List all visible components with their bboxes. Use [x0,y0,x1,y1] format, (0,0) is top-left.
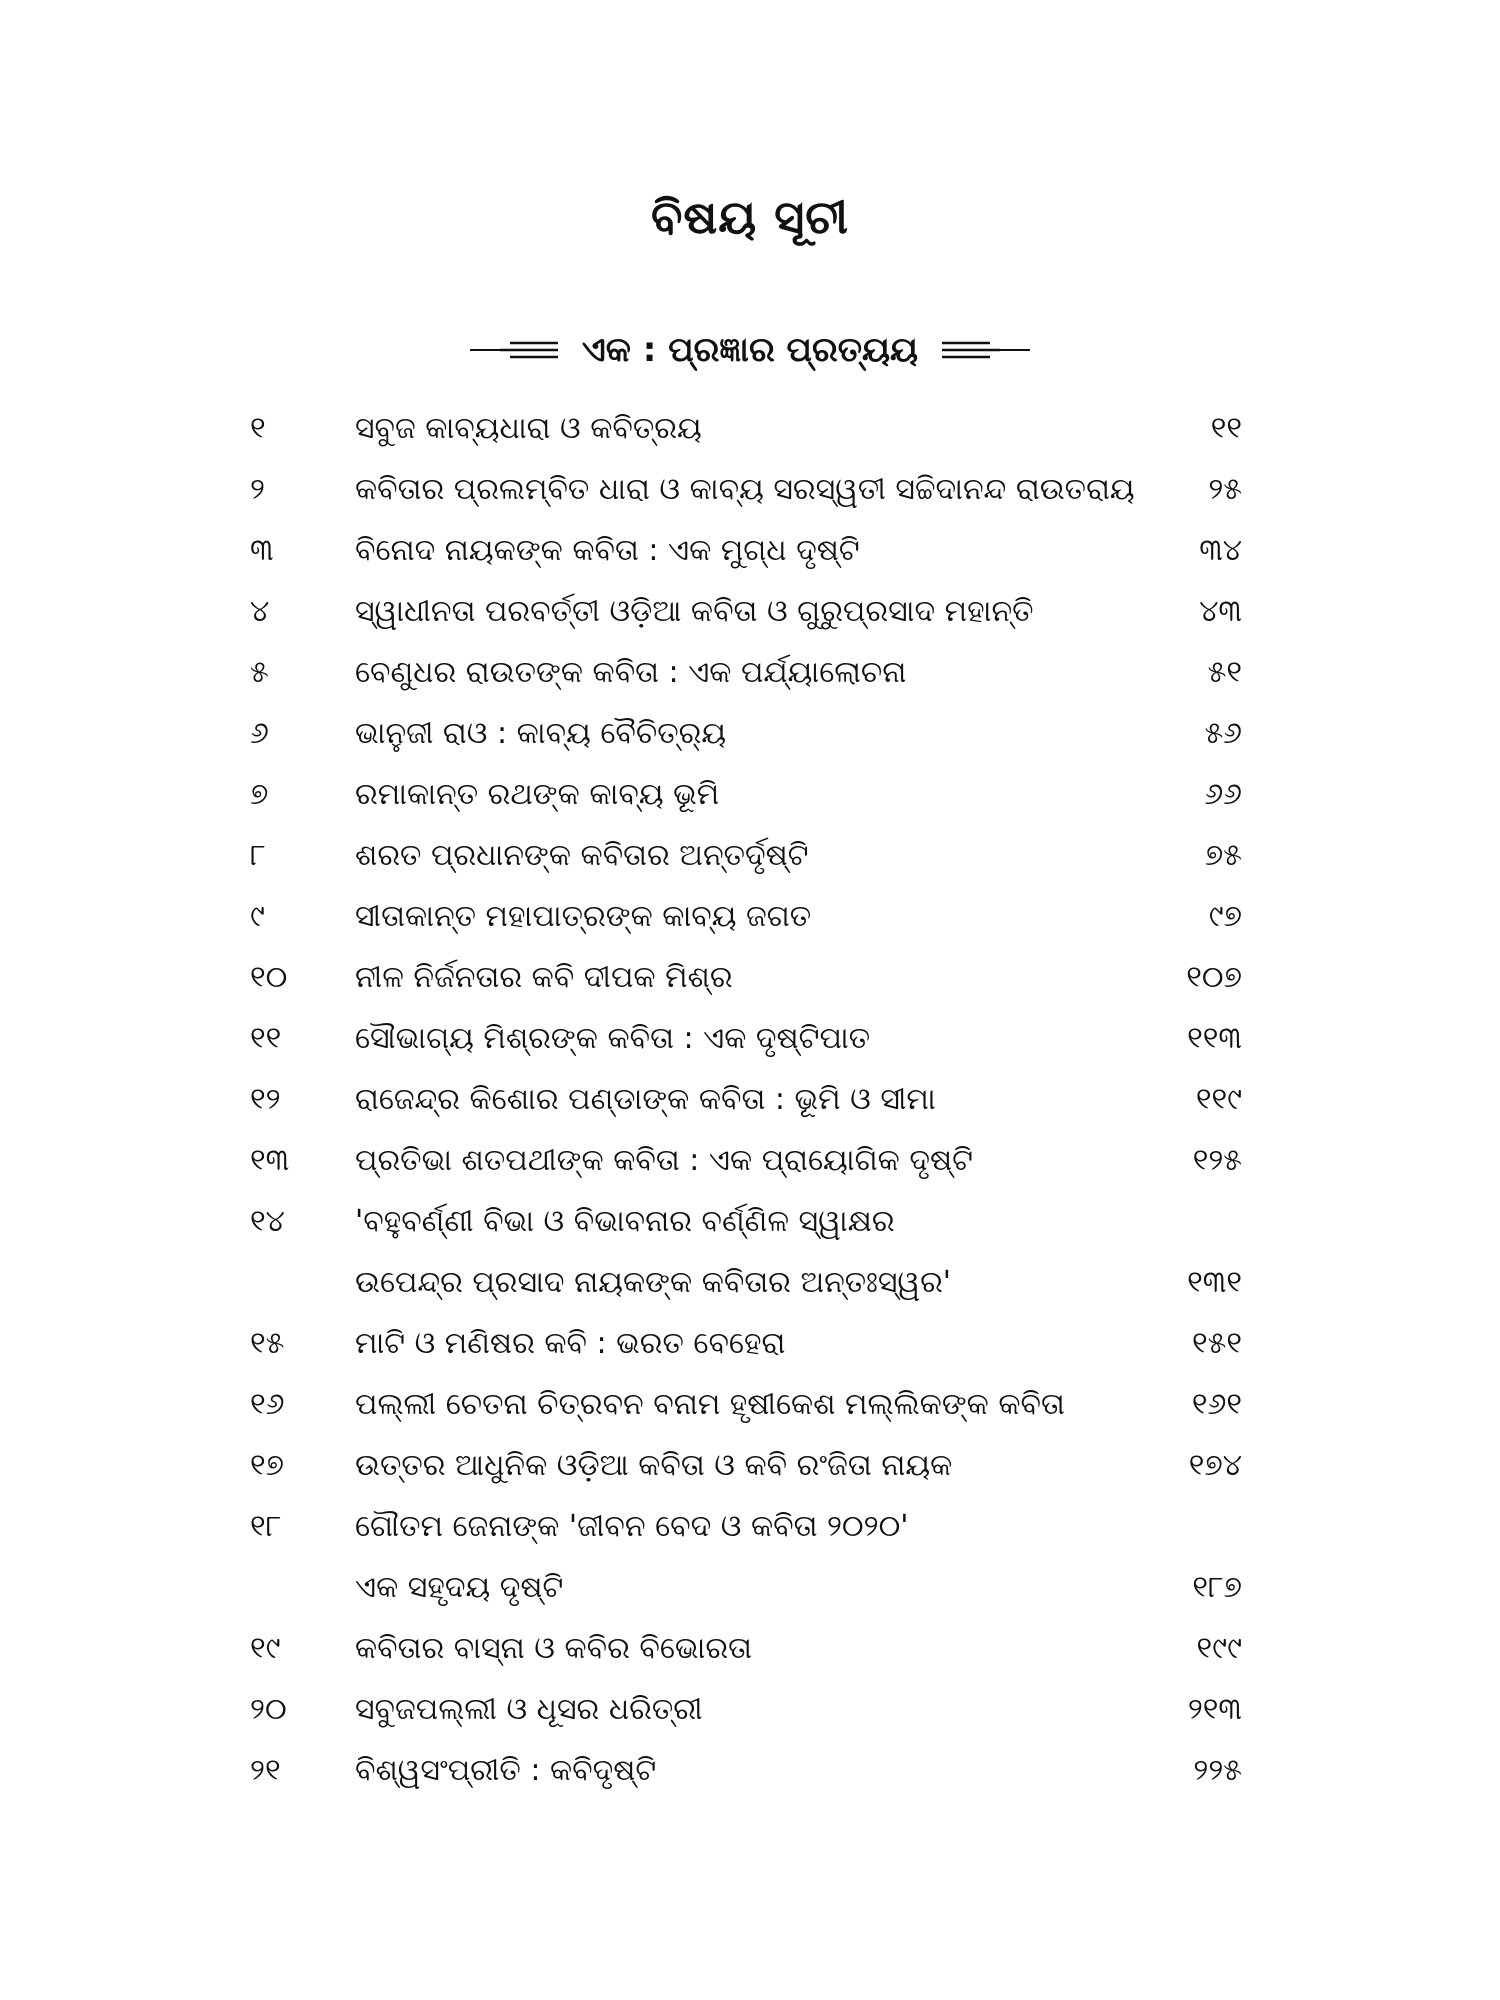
toc-entry [0,1069,1500,1130]
entry-page-number: ୩୪ [1199,533,1242,568]
toc-entry [0,1130,1500,1191]
entry-number: ୨୦ [250,1692,287,1727]
entry-number: ୮ [250,838,266,873]
entry-page-number: ୧୭୪ [1188,1448,1242,1483]
entry-page-number: ୧୯୯ [1196,1631,1242,1666]
entry-page-number: ୧୦୭ [1186,960,1242,995]
entry-number: ୧୯ [250,1631,281,1666]
entry-number: ୧୧ [250,1021,282,1056]
entry-number: ୧୭ [250,1448,284,1483]
entry-number: ୨୧ [250,1753,281,1788]
entry-title: ଉତ୍ତର ଆଧୁନିକ ଓଡ଼ିଆ କବିତା ଓ କବି ରଂଜିତା ନାୟକ [355,1448,953,1483]
entry-title: ବିନୋଦ ନାୟକଙ୍କ କବିତା : ଏକ ମୁଗ୍ଧ ଦୃଷ୍ଟି [355,533,860,568]
entry-page-number: ୧୬୧ [1191,1387,1242,1422]
toc-entry [0,1740,1500,1801]
entry-page-number: ୨୧୩ [1187,1692,1242,1727]
entry-number: ୪ [250,594,270,629]
entry-title: ଭାନୁଜୀ ରାଓ : କାବ୍ୟ ବୈଚିତ୍ର୍ୟ [355,716,727,751]
entry-title: ଗୌତମ ଜେନାଙ୍କ 'ଜୀବନ ବେଦ ଓ କବିତା ୨୦୨୦' [355,1509,909,1544]
entry-page-number: ୬୬ [1204,777,1242,812]
entry-number: ୯ [250,899,265,934]
entry-page-number: ୭୫ [1204,838,1242,873]
entry-title: ସବୁଜପଲ୍ଲୀ ଓ ଧୂସର ଧରିତ୍ରୀ [355,1692,703,1727]
toc-entry [0,642,1500,703]
entry-number: ୬ [250,716,269,751]
toc-entry [0,1496,1500,1557]
toc-entry [0,1618,1500,1679]
entry-title: ଉପେନ୍ଦ୍ର ପ୍ରସାଦ ନାୟକଙ୍କ କବିତାର ଅନ୍ତଃସ୍ୱର' [355,1265,952,1300]
toc-entry [0,1191,1500,1252]
entry-number: ୫ [250,655,269,690]
toc-entry [0,703,1500,764]
entry-title: 'ବହୁବର୍ଣ୍ଣୀ ବିଭା ଓ ବିଭାବନାର ବର୍ଣ୍ଣିଳ ସ୍ୱାକ୍ଷର [355,1204,895,1239]
toc-entry [0,1557,1500,1618]
toc-entry [0,1435,1500,1496]
entry-number: ୨ [250,472,265,507]
toc-entry [0,825,1500,886]
entry-page-number: ୧୨୫ [1192,1143,1242,1178]
entry-title: କବିତାର ବାସ୍ନା ଓ କବିର ବିଭୋରତା [355,1631,752,1666]
page-title: ବିଷୟ ସୂଚୀ [650,190,849,244]
entry-number: ୧୨ [250,1082,281,1117]
entry-title: ସ୍ୱାଧୀନତା ପରବର୍ତ୍ତୀ ଓଡ଼ିଆ କବିତା ଓ ଗୁରୁପ୍ରସାଦ ମହାନ୍ତି [355,594,1034,629]
entry-title: ସବୁଜ କାବ୍ୟଧାରା ଓ କବିତ୍ରୟ [355,411,702,446]
entry-title: ବିଶ୍ୱସଂପ୍ରୀତି : କବିଦୃଷ୍ଟି [355,1753,657,1788]
entry-title: ସୌଭାଗ୍ୟ ମିଶ୍ରଙ୍କ କବିତା : ଏକ ଦୃଷ୍ଟିପାତ [355,1021,871,1056]
entry-number: ୧୮ [250,1509,282,1544]
entry-title: ମାଟି ଓ ମଣିଷର କବି : ଭରତ ବେହେରା [355,1326,786,1361]
toc-entry [0,886,1500,947]
entry-title: ରମାକାନ୍ତ ରଥଙ୍କ କାବ୍ୟ ଭୂମି [355,777,720,812]
entry-number: ୭ [250,777,269,812]
entry-page-number: ୧୫୧ [1192,1326,1242,1361]
entry-number: ୧୩ [250,1143,290,1178]
entry-number: ୧୦ [250,960,288,995]
section-title: ଏକ : ପ୍ରଜ୍ଞାର ପ୍ରତ୍ୟୟ [581,330,919,370]
entry-title: ପ୍ରତିଭା ଶତପଥୀଙ୍କ କବିତା : ଏକ ପ୍ରାୟୋଗିକ ଦୃଷ୍ଟି [355,1143,973,1178]
entry-page-number: ୨୨୫ [1193,1753,1242,1788]
toc-entry [0,520,1500,581]
entry-page-number: ୧୧ [1210,411,1242,446]
entry-number: ୩ [250,533,274,568]
entry-page-number: ୪୩ [1199,594,1242,629]
entry-title: ସୀତାକାନ୍ତ ମହାପାତ୍ରଙ୍କ କାବ୍ୟ ଜଗତ [355,899,812,934]
left-ornament-icon [470,338,560,362]
toc-entry [0,947,1500,1008]
toc-entry [0,1252,1500,1313]
entry-number: ୧୫ [250,1326,285,1361]
table-of-contents [0,398,1500,1801]
entry-number: ୧୪ [250,1204,285,1239]
entry-title: କବିତାର ପ୍ରଲମ୍ବିତ ଧାରା ଓ କାବ୍ୟ ସରସ୍ୱତୀ ସଚ୍ଚିଦାନନ୍ଦ ରାଉତରାୟ [355,472,1135,507]
entry-page-number: ୧୧୩ [1187,1021,1242,1056]
toc-entry [0,581,1500,642]
entry-title: ପଲ୍ଲୀ ଚେତନା ଚିତ୍ରବନ ବନାମ ହୃଷୀକେଶ ମଲ୍ଲିକଙ୍କ କବିତା [355,1387,1065,1422]
entry-number: ୧୬ [250,1387,285,1422]
toc-entry [0,1313,1500,1374]
toc-entry [0,1679,1500,1740]
right-ornament-icon [940,338,1030,362]
entry-page-number: ୫୬ [1204,716,1242,751]
entry-page-number: ୧୮୭ [1192,1570,1242,1605]
entry-page-number: ୧୩୧ [1187,1265,1242,1300]
entry-title: ଶରତ ପ୍ରଧାନଙ୍କ କବିତାର ଅନ୍ତର୍ଦୃଷ୍ଟି [355,838,809,873]
toc-entry [0,459,1500,520]
entry-page-number: ୫୧ [1207,655,1242,690]
entry-title: ରାଜେନ୍ଦ୍ର କିଶୋର ପଣ୍ଡାଙ୍କ କବିତା : ଭୂମି ଓ ସୀମା [355,1082,936,1117]
entry-page-number: ୧୧୯ [1195,1082,1242,1117]
toc-entry [0,398,1500,459]
toc-entry [0,1374,1500,1435]
entry-title: ବେଣୁଧର ରାଉତଙ୍କ କବିତା : ଏକ ପର୍ଯ୍ୟାଲୋଚନା [355,655,907,690]
section-header [0,330,1500,370]
toc-entry [0,764,1500,825]
toc-entry [0,1008,1500,1069]
entry-page-number: ୨୫ [1208,472,1242,507]
entry-number: ୧ [250,411,266,446]
entry-page-number: ୯୭ [1208,899,1242,934]
entry-title: ନୀଳ ନିର୍ଜନତାର କବି ଦୀପକ ମିଶ୍ର [355,960,733,995]
entry-title: ଏକ ସହୃଦୟ ଦୃଷ୍ଟି [355,1570,564,1605]
